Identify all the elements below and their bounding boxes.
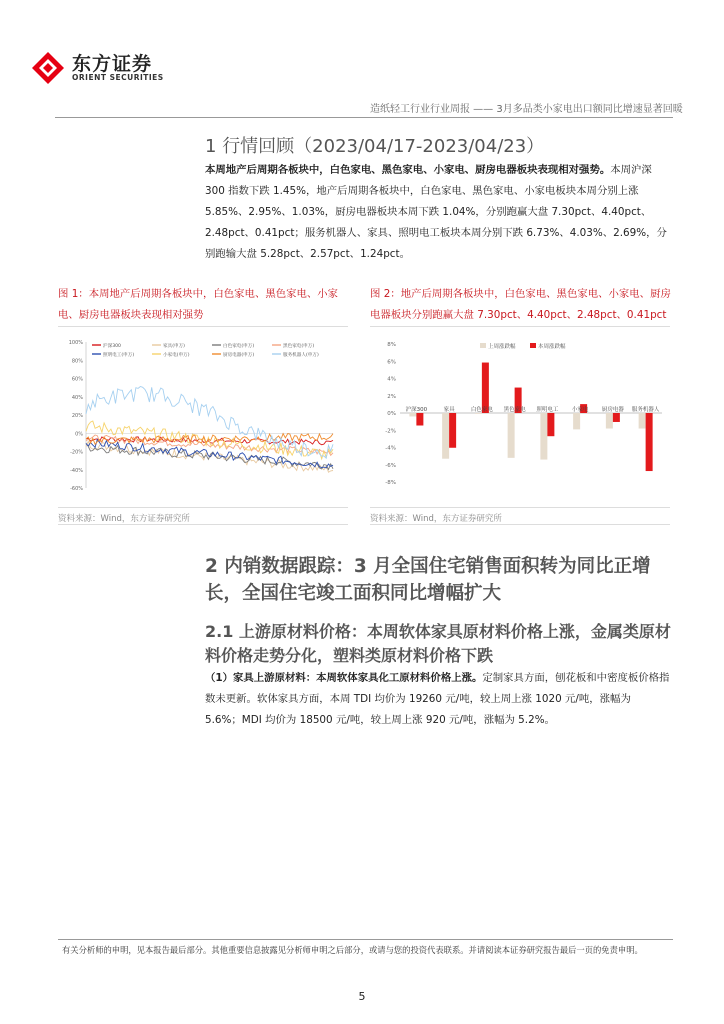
y-tick-label: -6% <box>385 462 396 469</box>
x-category-label: 服务机器人 <box>631 407 660 413</box>
footer-divider <box>58 939 673 940</box>
y-tick-label: -20% <box>70 449 83 456</box>
y-tick-label: -2% <box>385 428 396 435</box>
x-category-label: 沪深300 <box>405 407 428 413</box>
section-2-1-heading: 2.1 上游原材料价格：本周软体家具原材料价格上涨，金属类原材料价格走势分化，塑料类原材料价格下跌 <box>205 622 671 665</box>
figure-1-line-chart <box>58 330 348 505</box>
figure-2-title: 图 2：地产后周期各板块中，白色家电、黑色家电、小家电、厨房电器板块分别跑赢大盘 7.30pct、4.40pct、2.48pct、0.41pct <box>370 288 671 321</box>
y-tick-label: 100% <box>68 340 83 346</box>
figure-1-title: 图 1：本周地产后周期各板块中，白色家电、黑色家电、小家电、厨房电器板块表现相对强势 <box>58 288 339 321</box>
section-1-paragraph-body: 本周沪深 300 指数下跌 1.45%，地产后周期各板块中，白色家电、黑色家电、小家电板块本周分别上涨 5.85%、2.95%、1.03%，厨房电器板块本周下跌 1.04%，分别跑赢大盘 7.30pct、4.40pct、2.48pct、0.41pct；服务机器人、家具、照明电工板块本周分别下跌 6.73%、4.03%、2.69%，分别跑输大盘 5.28pct、2.57pct、1.24pct。 <box>205 164 667 260</box>
x-category-label: 白色家电 <box>470 407 493 413</box>
legend-label: 服务机器人(申万) <box>283 353 319 358</box>
x-category-label: 黑色家电 <box>503 407 526 413</box>
y-tick-label: 4% <box>387 376 396 383</box>
legend-label: 家具(申万) <box>163 344 185 349</box>
legend-label: 本周涨跌幅 <box>538 344 566 350</box>
y-tick-label: 6% <box>387 359 396 366</box>
bar <box>449 413 456 448</box>
bar <box>409 413 416 416</box>
figure-1-source-divider <box>58 524 348 525</box>
report-title: 造纸轻工行业行业周报 —— 3月多品类小家电出口额同比增速显著回暖 <box>370 104 683 115</box>
section-2-heading: 2 内销数据跟踪：3 月全国住宅销售面积转为同比正增长，全国住宅竣工面积同比增幅扩大 <box>205 556 651 604</box>
section-1-number: 1 <box>205 136 217 157</box>
section-2-1-paragraph-body: 定制家具方面，刨花板和中密度板价格指数未更新。软体家具方面，本周 TDI 均价为 19260 元/吨，较上周上涨 1020 元/吨，涨幅为 5.6%；MDI 均价为 18500 元/吨，较上周上涨 920 元/吨，涨幅为 5.2%。 <box>205 672 670 726</box>
section-1-paragraph <box>205 160 670 265</box>
section-2-1-paragraph-lead: （1）家具上游原材料：本周软体家具化工原材料价格上涨。 <box>205 672 483 684</box>
bar <box>646 413 653 471</box>
bar <box>442 413 449 459</box>
y-tick-label: -8% <box>385 480 396 486</box>
figure-2-source-divider <box>370 524 670 525</box>
figure-1-source: 资料来源：Wind，东方证券研究所 <box>58 514 190 524</box>
brand-name: 东方证券 <box>72 53 153 75</box>
y-tick-label: -4% <box>385 445 396 452</box>
y-tick-label: 2% <box>387 393 396 400</box>
x-category-label: 小家电 <box>571 407 589 413</box>
bar <box>482 363 489 413</box>
legend-label: 上周涨跌幅 <box>488 344 516 350</box>
legend-swatch <box>480 343 486 348</box>
figure-2-source: 资料来源：Wind，东方证券研究所 <box>370 514 502 524</box>
x-category-label: 家具 <box>443 407 455 413</box>
y-tick-label: 0% <box>387 411 396 417</box>
x-category-label: 厨房电器 <box>601 407 624 413</box>
legend-swatch <box>530 343 536 348</box>
brand-name-english: ORIENT SECURITIES <box>72 73 164 82</box>
header-divider <box>55 117 673 118</box>
bar <box>639 413 646 429</box>
bar <box>416 413 423 426</box>
y-tick-label: -40% <box>70 467 83 474</box>
y-tick-label: -60% <box>70 486 83 492</box>
footer-disclaimer: 有关分析师的申明，见本报告最后部分。其他重要信息披露见分析师申明之后部分，或请与您的投资代表联系。并请阅读本证券研究报告最后一页的免责申明。 <box>62 945 643 955</box>
y-tick-label: 0% <box>75 431 83 438</box>
bar <box>540 413 547 460</box>
legend-label: 小家电(申万) <box>163 353 190 358</box>
y-tick-label: 8% <box>387 342 396 348</box>
bar <box>606 413 613 429</box>
y-tick-label: 60% <box>71 376 83 383</box>
x-category-label: 照明电工 <box>536 407 559 413</box>
figure-2-bar-chart <box>370 330 670 505</box>
figure-1-top-divider <box>58 326 348 327</box>
y-tick-label: 40% <box>71 394 83 401</box>
bar <box>475 413 482 414</box>
section-2-1-paragraph <box>205 668 670 731</box>
figure-2-bottom-divider <box>370 507 670 508</box>
legend-label: 沪深300 <box>103 344 121 349</box>
page-number: 5 <box>358 990 366 1003</box>
orient-securities-logo-icon <box>30 50 66 86</box>
section-1-heading <box>205 132 675 158</box>
bar <box>573 413 580 429</box>
legend-label: 照明电工(申万) <box>103 353 135 358</box>
section-1-title: 行情回顾（2023/04/17-2023/04/23） <box>222 136 545 157</box>
figure-2-top-divider <box>370 326 670 327</box>
series-line <box>86 440 333 468</box>
legend-label: 厨房电器(申万) <box>223 353 255 358</box>
legend-label: 白色家电(申万) <box>223 344 255 349</box>
bar <box>547 413 554 436</box>
y-tick-label: 80% <box>71 358 83 365</box>
bar <box>613 413 620 422</box>
figure-1-bottom-divider <box>58 507 348 508</box>
bar <box>508 413 515 458</box>
legend-label: 黑色家电(申万) <box>283 344 315 349</box>
section-1-paragraph-lead: 本周地产后周期各板块中，白色家电、黑色家电、小家电、厨房电器板块表现相对强势。 <box>205 164 611 176</box>
series-line <box>86 387 333 459</box>
y-tick-label: 20% <box>71 413 83 419</box>
